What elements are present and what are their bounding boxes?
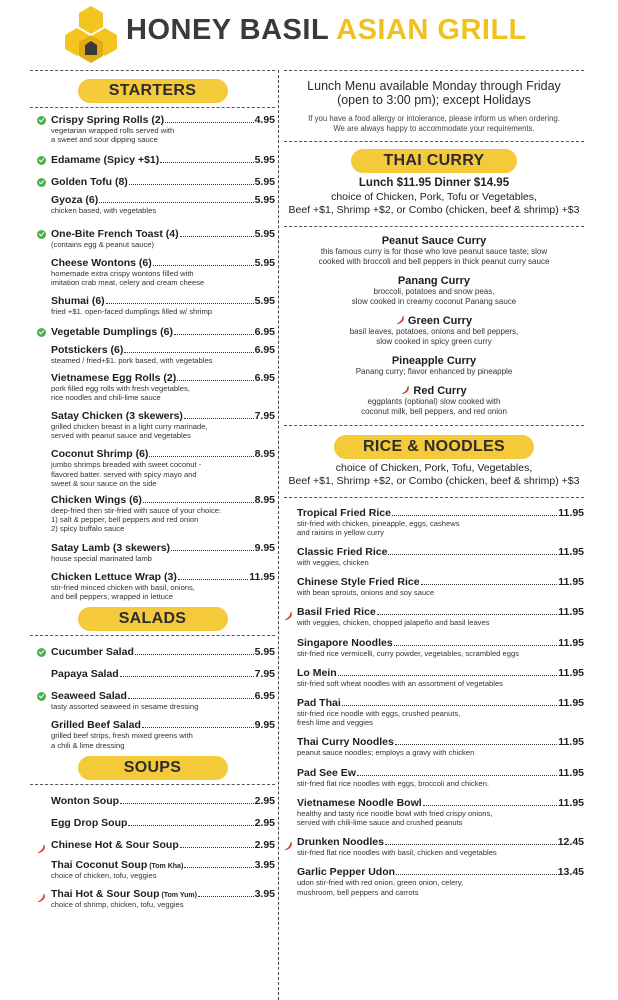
dot-leader	[165, 122, 253, 123]
dot-leader	[377, 614, 558, 615]
menu-item-description: stir-fried flat rice noodles with basil, chicken and vegetables	[297, 848, 497, 858]
menu-item	[30, 542, 275, 563]
menu-item-name: Seaweed Salad	[51, 690, 127, 703]
curry-item-description: slow cooked in creamy coconut Panang sauce	[351, 296, 517, 306]
menu-item-name: Thai Hot & Sour Soup (Tom Yum)	[51, 888, 197, 901]
menu-item	[284, 546, 584, 567]
curry-item-description: cooked with broccoli and bell peppers in thick peanut curry sauce	[318, 256, 550, 266]
dot-leader	[143, 502, 254, 503]
dot-leader	[160, 162, 253, 163]
dot-leader	[392, 515, 557, 516]
dot-leader	[120, 676, 254, 677]
starters-heading: STARTERS	[78, 79, 228, 103]
menu-item-line	[51, 228, 275, 240]
menu-item-description: chicken based, with vegetables	[51, 206, 157, 216]
menu-item	[284, 637, 584, 658]
menu-item-price: 11.95	[558, 545, 584, 558]
menu-item-name: One-Bite French Toast (4)	[51, 227, 179, 240]
menu-item-description: with veggies, chicken	[297, 557, 369, 567]
menu-item-line	[297, 866, 584, 878]
menu-item	[284, 866, 584, 896]
menu-item-description: healthy and tasty rice noodle bowl with fried crispy onions,	[297, 808, 493, 818]
menu-item-line	[51, 571, 275, 583]
curry-item-description: broccoli, potatoes and snow peas,	[373, 286, 495, 296]
menu-item-description: flavored batter. served with spicy mayo and	[51, 469, 197, 479]
menu-item-line	[51, 295, 275, 307]
curry-item-name: Panang Curry	[397, 274, 471, 287]
menu-item	[284, 606, 584, 627]
menu-item-name: Papaya Salad	[51, 668, 119, 681]
vegetarian-leaf-icon	[37, 156, 46, 165]
menu-item	[30, 154, 275, 166]
dot-leader	[129, 184, 254, 185]
menu-item-description: stir-fried minced chicken with basil, onions,	[51, 582, 195, 592]
menu-item-description: and raisins in yellow curry	[297, 527, 384, 537]
menu-item-name: Pad Thai	[297, 696, 341, 709]
rice-choice-line2: Beef +$1, Shrimp +$2, or Combo (chicken, beef & shrimp) +$3	[288, 475, 580, 487]
dot-leader	[124, 352, 253, 353]
menu-item-description: served with peanut sauce and vegetables	[51, 431, 191, 441]
menu-item-description: grilled beef strips, fresh mixed greens with	[51, 731, 193, 741]
menu-item-line	[297, 836, 584, 848]
starters-list	[30, 114, 275, 601]
vegetarian-leaf-icon	[37, 648, 46, 657]
menu-item	[30, 344, 275, 365]
menu-item	[30, 817, 275, 829]
curry-item	[284, 385, 584, 417]
menu-item-line	[51, 176, 275, 188]
menu-item-line	[51, 448, 275, 460]
menu-item-description: mushroom, bell peppers and carrots	[297, 887, 419, 897]
vegetarian-leaf-icon	[37, 328, 46, 337]
menu-item-price: 13.45	[557, 866, 584, 879]
rice-noodles-heading: RICE & NOODLES	[334, 435, 534, 459]
menu-item-description: vegetarian wrapped rolls served with	[51, 126, 175, 135]
menu-item	[30, 859, 275, 880]
menu-item-name: Tropical Fried Rice	[297, 506, 391, 519]
menu-item-line	[51, 719, 275, 731]
dot-leader	[120, 803, 254, 804]
menu-item-price: 3.95	[254, 888, 275, 901]
menu-item-price: 11.95	[558, 506, 584, 519]
menu-item-description: stir-fried soft wheat noodles with an assortment of vegetables	[297, 678, 503, 688]
menu-item-price: 8.95	[254, 494, 275, 507]
menu-item-price: 9.95	[254, 541, 275, 554]
allergy-note-line2: We are always happy to accommodate your requirements.	[333, 123, 535, 133]
brand-name-part2: ASIAN GRILL	[336, 14, 527, 46]
menu-item-name: Golden Tofu (8)	[51, 176, 128, 189]
menu-item-name-detail: (Tom Kha)	[147, 862, 184, 870]
menu-item-price: 5.95	[254, 256, 275, 269]
dot-leader	[99, 202, 253, 203]
menu-item-name: Vietnamese Egg Rolls (2)	[51, 371, 177, 384]
menu-item-price: 7.95	[254, 668, 275, 681]
menu-item-description: stir-fried rice vermicelli, curry powder, vegetables, scrambled eggs	[297, 648, 519, 658]
menu-item-description: tasty assorted seaweed in sesame dressing	[51, 702, 199, 712]
menu-item-price: 11.95	[558, 796, 584, 809]
menu-item-name: Chicken Wings (6)	[51, 494, 142, 507]
menu-item-name: Potstickers (6)	[51, 344, 124, 357]
curry-list	[284, 235, 584, 417]
menu-item-description: peanut sauce noodles; employs a gravy with chicken	[297, 748, 475, 758]
menu-item-name: Lo Mein	[297, 666, 337, 679]
rice-choice-line1: choice of Chicken, Pork, Tofu, Vegetables,	[335, 461, 533, 474]
thai-curry-heading: THAI CURRY	[351, 149, 517, 173]
menu-item-price: 9.95	[254, 719, 275, 732]
menu-item-description: and bell peppers, wrapped in lettuce	[51, 592, 174, 602]
menu-item-name: Edamame (Spicy +$1)	[51, 154, 160, 167]
menu-item-name: Egg Drop Soup	[51, 816, 128, 829]
dot-leader	[142, 727, 254, 728]
menu-item-price: 7.95	[254, 410, 275, 423]
menu-item-description: a sweet and sour dipping sauce	[51, 135, 158, 145]
menu-item-name: Chinese Hot & Sour Soup	[51, 838, 179, 851]
menu-item	[30, 372, 275, 402]
menu-item-description: 2) spicy buffalo sauce	[51, 524, 125, 534]
spicy-pepper-icon	[37, 841, 46, 850]
menu-item-description: served with chili-lime sauce and crushed peanuts	[297, 817, 463, 827]
menu-item-description: fresh lime and veggies	[297, 718, 373, 728]
menu-item-name: Satay Lamb (3 skewers)	[51, 541, 171, 554]
menu-item-line	[51, 817, 275, 829]
vegetarian-leaf-icon	[37, 692, 46, 701]
menu-item-name: Wonton Soup	[51, 794, 120, 807]
soups-list	[30, 795, 275, 909]
menu-item-description: pork filled egg rolls with fresh vegetables,	[51, 383, 190, 393]
dot-leader	[395, 744, 557, 745]
menu-item	[30, 114, 275, 144]
curry-item-name: Red Curry	[284, 385, 584, 397]
menu-item	[30, 448, 275, 488]
spicy-pepper-icon	[396, 316, 405, 325]
menu-item-price: 11.95	[558, 636, 584, 649]
menu-item	[284, 576, 584, 597]
dot-leader	[128, 698, 254, 699]
dot-leader	[149, 456, 253, 457]
curry-item-description: Panang curry; flavor enhanced by pineapple	[355, 366, 513, 376]
dot-leader	[394, 645, 558, 646]
curry-item-description: slow cooked in spicy green curry	[376, 336, 492, 346]
menu-item-line	[297, 606, 584, 618]
menu-item	[30, 295, 275, 316]
dot-leader	[184, 867, 253, 868]
menu-item-name: Coconut Shrimp (6)	[51, 448, 149, 461]
restaurant-name	[126, 14, 527, 47]
dot-leader	[177, 380, 253, 381]
spicy-pepper-icon	[37, 890, 46, 899]
menu-item	[30, 888, 275, 909]
menu-item-price: 4.95	[254, 114, 275, 126]
menu-item-line	[51, 257, 275, 269]
curry-item-description: eggplants (optional) slow cooked with	[367, 396, 501, 406]
menu-item-line	[51, 494, 275, 506]
menu-item-line	[51, 839, 275, 851]
menu-item-price: 2.95	[254, 794, 275, 807]
menu-item-price: 5.95	[254, 154, 275, 167]
dot-leader	[174, 334, 254, 335]
dot-leader	[357, 775, 557, 776]
menu-item-price: 5.95	[254, 646, 275, 659]
dot-leader	[135, 654, 254, 655]
menu-item-name: Chinese Style Fried Rice	[297, 576, 420, 589]
menu-item-description: stir-fried flat rice noodles with eggs, broccoli and chicken.	[297, 778, 490, 788]
menu-item	[30, 668, 275, 680]
menu-item-description: sweet & sour sauce on the side	[51, 478, 157, 488]
menu-item-description: 1) salt & pepper, bell peppers and red onion	[51, 515, 199, 525]
dot-leader	[423, 805, 558, 806]
menu-item	[30, 646, 275, 658]
dot-leader	[184, 418, 254, 419]
curry-item-description: this famous curry is for those who love peanut sauce taste; slow	[320, 246, 548, 256]
dot-leader	[171, 550, 254, 551]
menu-item-line	[297, 667, 584, 679]
menu-item-description: homemade extra crispy wontons filled with	[51, 268, 194, 278]
menu-item-description: fried +$1. open-faced dumplings filled w/ shrimp	[51, 307, 213, 317]
menu-item-name: Shumai (6)	[51, 295, 105, 308]
lunch-availability-line2: (open to 3:00 pm); except Holidays	[337, 93, 531, 107]
menu-item-description: choice of shrimp, chicken, tofu, veggies	[51, 900, 184, 910]
curry-item-description: basil leaves, potatoes, onions and bell peppers,	[349, 326, 519, 336]
menu-item-line	[51, 344, 275, 356]
menu-item-price: 11.95	[558, 696, 584, 709]
menu-item-line	[297, 797, 584, 809]
menu-item-line	[297, 637, 584, 649]
menu-item-price: 11.95	[558, 736, 584, 749]
menu-item	[30, 228, 275, 249]
menu-item-description: jumbo shrimps breaded with sweet coconut -	[51, 460, 202, 470]
menu-item-description: deep-fried then stir-fried with sauce of your choice:	[51, 506, 222, 516]
menu-item-name: Drunken Noodles	[297, 836, 384, 849]
menu-item-name-detail: (Tom Yum)	[159, 892, 197, 900]
menu-item-price: 12.45	[557, 836, 584, 849]
spicy-pepper-icon	[284, 838, 293, 847]
menu-item-line	[51, 888, 275, 900]
menu-item-line	[51, 326, 275, 338]
menu-item	[30, 194, 275, 215]
soups-heading: SOUPS	[78, 756, 228, 780]
menu-item-name: Vietnamese Noodle Bowl	[297, 796, 422, 809]
menu-item-price: 3.95	[254, 858, 275, 871]
menu-item-line	[297, 767, 584, 779]
right-column	[284, 70, 584, 1000]
vegetarian-leaf-icon	[37, 116, 46, 125]
menu-item-description: stir-fried with chicken, pineapple, eggs, cashews	[297, 518, 460, 528]
menu-item	[284, 736, 584, 757]
dot-leader	[388, 554, 557, 555]
menu-item-description: choice of chicken, tofu, veggies	[51, 870, 157, 880]
menu-item	[284, 667, 584, 688]
menu-item-price: 6.95	[254, 326, 275, 339]
menu-item-price: 6.95	[254, 344, 275, 357]
menu-item	[284, 797, 584, 827]
menu-item-price: 8.95	[254, 448, 275, 461]
curry-item	[284, 275, 584, 307]
dot-leader	[128, 825, 253, 826]
menu-item	[30, 326, 275, 338]
menu-item-name: Chicken Lettuce Wrap (3)	[51, 570, 177, 583]
menu-item-line	[51, 194, 275, 206]
menu-item-price: 11.95	[558, 666, 584, 679]
menu-item-line	[51, 372, 275, 384]
menu-item-line	[51, 668, 275, 680]
dot-leader	[106, 303, 254, 304]
header	[0, 0, 618, 70]
menu-item	[30, 719, 275, 749]
menu-item-line	[297, 576, 584, 588]
menu-item-price: 5.95	[254, 176, 275, 189]
left-column	[30, 70, 275, 1000]
brand-name-part1: HONEY BASIL	[126, 14, 329, 46]
menu-item	[30, 571, 275, 601]
menu-item-line	[51, 154, 275, 166]
menu-item-description: with bean sprouts, onions and soy sauce	[297, 588, 435, 598]
dot-leader	[338, 675, 558, 676]
menu-item	[30, 176, 275, 188]
menu-item-name: Pad See Ew	[297, 766, 356, 779]
curry-item	[284, 235, 584, 267]
menu-item-price: 11.95	[558, 606, 584, 619]
curry-item	[284, 315, 584, 347]
menu-item	[30, 257, 275, 287]
menu-item-price: 5.95	[254, 194, 275, 207]
menu-item-name: Singapore Noodles	[297, 636, 393, 649]
curry-choice-line2: Beef +$1, Shrimp +$2, or Combo (chicken, beef & shrimp) +$3	[288, 204, 580, 216]
menu-item-line	[51, 646, 275, 658]
vegetarian-leaf-icon	[37, 178, 46, 187]
menu-item-price: 6.95	[254, 371, 275, 384]
menu-item-line	[51, 542, 275, 554]
menu-item-line	[51, 795, 275, 807]
curry-item-name: Green Curry	[284, 315, 584, 327]
menu-item-name: Grilled Beef Salad	[51, 719, 141, 732]
menu-item-line	[297, 736, 584, 748]
curry-price-line: Lunch $11.95 Dinner $14.95	[358, 177, 510, 189]
menu-item	[284, 767, 584, 788]
menu-item-line	[51, 410, 275, 422]
menu-item-name: Basil Fried Rice	[297, 606, 376, 619]
dot-leader	[153, 265, 254, 266]
honeycomb-logo-icon	[62, 4, 120, 64]
menu-item-line	[297, 697, 584, 709]
menu-item-price: 2.95	[254, 816, 275, 829]
menu-item-name: Thai Coconut Soup (Tom Kha)	[51, 858, 184, 871]
menu-item-name: Cucumber Salad	[51, 646, 134, 659]
menu-item-line	[51, 859, 275, 871]
column-divider	[278, 70, 279, 1000]
menu-item-description: grilled chicken breast in a light curry marinade,	[51, 422, 208, 432]
menu-item	[30, 494, 275, 534]
curry-item-name: Pineapple Curry	[391, 354, 477, 367]
menu-item	[30, 795, 275, 807]
menu-item-name: Thai Curry Noodles	[297, 736, 394, 749]
menu-item-line	[51, 114, 275, 126]
menu-item-price: 2.95	[254, 838, 275, 851]
menu-item-name: Cheese Wontons (6)	[51, 256, 152, 269]
menu-item-name: Gyoza (6)	[51, 194, 99, 207]
menu-item-description: steamed / fried+$1. pork based, with vegetables	[51, 356, 213, 366]
menu-item	[284, 697, 584, 727]
menu-item	[30, 690, 275, 711]
dot-leader	[385, 844, 557, 845]
dot-leader	[180, 847, 254, 848]
curry-choice-line1: choice of Chicken, Pork, Tofu or Vegetables,	[331, 190, 537, 203]
vegetarian-leaf-icon	[37, 230, 46, 239]
menu-item-name: Satay Chicken (3 skewers)	[51, 410, 183, 423]
salads-list	[30, 646, 275, 750]
menu-item-price: 11.95	[558, 576, 584, 589]
menu-item-description: stir-fried rice noodle with eggs, crushed peanuts,	[297, 708, 461, 718]
menu-item-line	[297, 546, 584, 558]
menu-item-description: imitation crab meat, celery and cream cheese	[51, 278, 205, 288]
dot-leader	[178, 579, 248, 580]
dot-leader	[421, 584, 558, 585]
rice-noodles-list	[284, 507, 584, 897]
curry-item-description: coconut milk, bell peppers, and red onion	[361, 406, 507, 416]
menu-item	[30, 410, 275, 440]
spicy-pepper-icon	[401, 386, 410, 395]
menu-item-description: udon stir-fried with red onion, green onion, celery,	[297, 878, 464, 888]
spicy-pepper-icon	[284, 608, 293, 617]
menu-item	[284, 836, 584, 857]
dot-leader	[180, 236, 254, 237]
menu-item	[30, 839, 275, 851]
allergy-note-line1: If you have a food allergy or intolerance, please inform us when ordering.	[308, 114, 560, 123]
curry-item-name: Peanut Sauce Curry	[381, 234, 487, 247]
menu-item-name: Garlic Pepper Udon	[297, 866, 396, 879]
dot-leader	[198, 896, 254, 897]
menu-item-line	[297, 507, 584, 519]
menu-item-name: Crispy Spring Rolls (2)	[51, 114, 165, 126]
menu-item-line	[51, 690, 275, 702]
menu-item-description: rice noodles and chili-lime sauce	[51, 392, 161, 402]
menu-item-price: 5.95	[254, 295, 275, 308]
menu-item-description: house special marinated lamb	[51, 553, 152, 563]
menu-item-name: Classic Fried Rice	[297, 545, 388, 558]
menu-item-description: (contains egg & peanut sauce)	[51, 239, 155, 249]
menu-item-name: Vegetable Dumplings (6)	[51, 326, 173, 339]
menu-item-description: a chili & lime dressing	[51, 740, 125, 750]
menu-item-price: 6.95	[254, 690, 275, 703]
menu-item-description: with veggies, chicken, chopped jalapeño and basil leaves	[297, 618, 490, 628]
menu-item-price: 11.95	[558, 766, 584, 779]
dot-leader	[396, 874, 557, 875]
dot-leader	[342, 705, 558, 706]
curry-item	[284, 355, 584, 377]
lunch-availability-line1: Lunch Menu available Monday through Friday	[307, 79, 561, 93]
salads-heading: SALADS	[78, 607, 228, 631]
menu-item	[284, 507, 584, 537]
menu-item-price: 5.95	[254, 227, 275, 240]
menu-item-price: 11.95	[249, 570, 275, 583]
